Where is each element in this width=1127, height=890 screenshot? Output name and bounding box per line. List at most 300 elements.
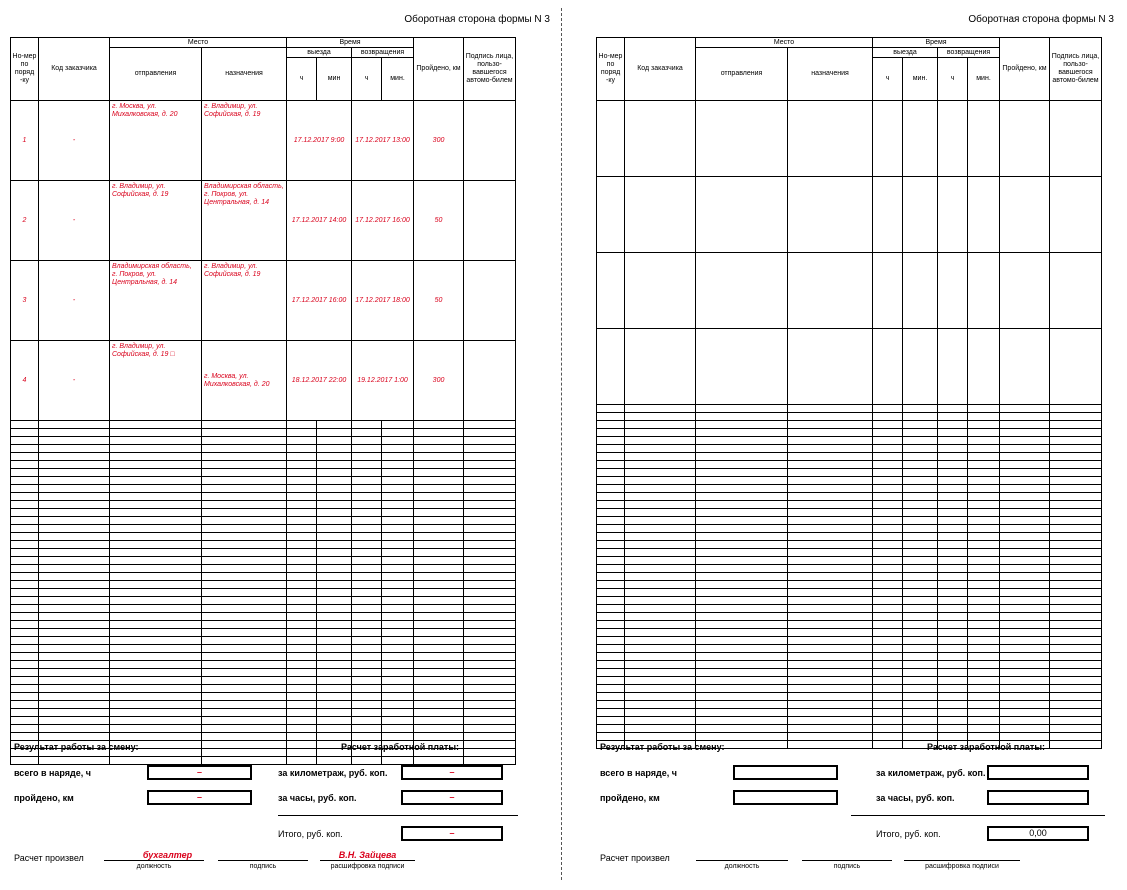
empty-cell bbox=[414, 477, 464, 485]
empty-cell bbox=[414, 589, 464, 597]
empty-cell bbox=[287, 485, 317, 493]
empty-cell bbox=[968, 437, 1000, 445]
empty-cell bbox=[317, 677, 352, 685]
empty-cell bbox=[110, 445, 202, 453]
empty-cell bbox=[903, 541, 938, 549]
col-minutes-header: мин. bbox=[968, 58, 1000, 101]
empty-cell bbox=[382, 637, 414, 645]
empty-cell bbox=[317, 717, 352, 725]
empty-cell bbox=[464, 525, 516, 533]
empty-cell bbox=[968, 629, 1000, 637]
empty-row bbox=[11, 621, 516, 629]
empty-cell bbox=[597, 461, 625, 469]
empty-cell bbox=[1050, 565, 1102, 573]
empty-cell bbox=[903, 329, 938, 405]
empty-cell bbox=[317, 541, 352, 549]
empty-cell bbox=[414, 445, 464, 453]
empty-row bbox=[597, 709, 1102, 717]
empty-cell bbox=[968, 621, 1000, 629]
empty-row bbox=[11, 461, 516, 469]
empty-row bbox=[597, 501, 1102, 509]
empty-cell bbox=[1050, 717, 1102, 725]
empty-cell bbox=[11, 677, 39, 685]
empty-cell bbox=[352, 621, 382, 629]
row-number: 2 bbox=[11, 181, 39, 261]
empty-cell bbox=[1050, 581, 1102, 589]
empty-cell bbox=[1000, 597, 1050, 605]
empty-cell bbox=[938, 709, 968, 717]
empty-cell bbox=[287, 701, 317, 709]
empty-cell bbox=[414, 653, 464, 661]
empty-cell bbox=[938, 589, 968, 597]
empty-cell bbox=[464, 661, 516, 669]
empty-cell bbox=[625, 509, 696, 517]
empty-cell bbox=[11, 637, 39, 645]
empty-cell bbox=[597, 605, 625, 613]
empty-cell bbox=[11, 669, 39, 677]
destination-place: Владимирская область, г. Покров, ул. Центральная, д. 14 bbox=[202, 181, 287, 261]
empty-cell bbox=[696, 253, 788, 329]
empty-cell bbox=[968, 445, 1000, 453]
exit-time: 18.12.2017 22:00 bbox=[287, 341, 352, 421]
empty-cell bbox=[39, 453, 110, 461]
empty-cell bbox=[968, 589, 1000, 597]
trip-row bbox=[11, 181, 516, 261]
empty-cell bbox=[11, 725, 39, 733]
empty-cell bbox=[414, 693, 464, 701]
empty-cell bbox=[11, 525, 39, 533]
empty-cell bbox=[788, 421, 873, 429]
distance-value: 50 bbox=[414, 181, 464, 261]
empty-cell bbox=[1050, 573, 1102, 581]
empty-cell bbox=[110, 477, 202, 485]
form-title: Оборотная сторона формы N 3 bbox=[968, 14, 1114, 25]
empty-cell bbox=[1050, 645, 1102, 653]
empty-cell bbox=[11, 557, 39, 565]
empty-cell bbox=[597, 405, 625, 413]
empty-cell bbox=[287, 709, 317, 717]
total-separator bbox=[278, 815, 518, 816]
empty-cell bbox=[873, 661, 903, 669]
empty-cell bbox=[382, 485, 414, 493]
empty-cell bbox=[110, 685, 202, 693]
empty-row bbox=[11, 589, 516, 597]
empty-cell bbox=[414, 757, 464, 765]
empty-cell bbox=[464, 613, 516, 621]
empty-cell bbox=[1050, 621, 1102, 629]
empty-cell bbox=[39, 429, 110, 437]
empty-cell bbox=[464, 445, 516, 453]
empty-cell bbox=[625, 549, 696, 557]
hours-pay-box: – bbox=[401, 790, 503, 805]
empty-row bbox=[11, 613, 516, 621]
empty-cell bbox=[625, 733, 696, 741]
empty-cell bbox=[202, 605, 287, 613]
empty-cell bbox=[1050, 405, 1102, 413]
empty-cell bbox=[903, 589, 938, 597]
empty-cell bbox=[352, 717, 382, 725]
empty-cell bbox=[11, 493, 39, 501]
empty-cell bbox=[352, 533, 382, 541]
empty-cell bbox=[464, 741, 516, 749]
empty-cell bbox=[903, 677, 938, 685]
empty-cell bbox=[39, 485, 110, 493]
empty-row bbox=[11, 757, 516, 765]
empty-cell bbox=[873, 413, 903, 421]
empty-cell bbox=[1000, 661, 1050, 669]
empty-cell bbox=[110, 509, 202, 517]
empty-cell bbox=[39, 653, 110, 661]
empty-cell bbox=[352, 445, 382, 453]
empty-cell bbox=[11, 453, 39, 461]
empty-cell bbox=[1050, 253, 1102, 329]
total-separator bbox=[851, 815, 1105, 816]
empty-cell bbox=[352, 509, 382, 517]
empty-cell bbox=[414, 597, 464, 605]
empty-cell bbox=[39, 469, 110, 477]
empty-cell bbox=[382, 437, 414, 445]
empty-cell bbox=[414, 621, 464, 629]
empty-cell bbox=[938, 557, 968, 565]
empty-cell bbox=[625, 469, 696, 477]
empty-cell bbox=[39, 541, 110, 549]
empty-cell bbox=[464, 429, 516, 437]
empty-cell bbox=[39, 533, 110, 541]
empty-cell bbox=[597, 485, 625, 493]
empty-cell bbox=[938, 605, 968, 613]
empty-cell bbox=[1000, 421, 1050, 429]
empty-cell bbox=[788, 177, 873, 253]
empty-cell bbox=[696, 437, 788, 445]
empty-cell bbox=[873, 253, 903, 329]
empty-cell bbox=[696, 725, 788, 733]
empty-cell bbox=[696, 693, 788, 701]
empty-cell bbox=[1000, 605, 1050, 613]
empty-cell bbox=[597, 661, 625, 669]
empty-cell bbox=[414, 637, 464, 645]
empty-row bbox=[11, 597, 516, 605]
empty-cell bbox=[873, 445, 903, 453]
signature-cell bbox=[464, 101, 516, 181]
empty-cell bbox=[110, 421, 202, 429]
empty-cell bbox=[39, 501, 110, 509]
empty-cell bbox=[625, 533, 696, 541]
total-label: Итого, руб. коп. bbox=[278, 829, 343, 839]
empty-cell bbox=[1050, 501, 1102, 509]
empty-cell bbox=[414, 573, 464, 581]
trip-row bbox=[597, 101, 1102, 177]
empty-cell bbox=[11, 653, 39, 661]
empty-cell bbox=[625, 541, 696, 549]
empty-cell bbox=[938, 541, 968, 549]
empty-cell bbox=[1000, 621, 1050, 629]
empty-cell bbox=[788, 741, 873, 749]
empty-cell bbox=[938, 549, 968, 557]
empty-cell bbox=[317, 445, 352, 453]
trip-row bbox=[11, 101, 516, 181]
empty-cell bbox=[414, 605, 464, 613]
empty-cell bbox=[873, 485, 903, 493]
empty-cell bbox=[903, 421, 938, 429]
decoding-line bbox=[320, 860, 415, 861]
empty-cell bbox=[317, 637, 352, 645]
empty-cell bbox=[202, 629, 287, 637]
empty-row bbox=[597, 661, 1102, 669]
empty-cell bbox=[938, 645, 968, 653]
empty-cell bbox=[464, 757, 516, 765]
empty-cell bbox=[317, 429, 352, 437]
empty-cell bbox=[873, 653, 903, 661]
empty-cell bbox=[414, 629, 464, 637]
empty-cell bbox=[110, 717, 202, 725]
hours-pay-label: за часы, руб. коп. bbox=[278, 793, 357, 803]
empty-cell bbox=[597, 525, 625, 533]
empty-cell bbox=[202, 573, 287, 581]
empty-cell bbox=[968, 613, 1000, 621]
empty-cell bbox=[696, 717, 788, 725]
empty-cell bbox=[873, 709, 903, 717]
empty-row bbox=[11, 605, 516, 613]
signature-cell bbox=[464, 341, 516, 421]
empty-cell bbox=[382, 581, 414, 589]
empty-cell bbox=[1000, 469, 1050, 477]
empty-cell bbox=[317, 629, 352, 637]
empty-cell bbox=[788, 709, 873, 717]
empty-cell bbox=[202, 517, 287, 525]
empty-cell bbox=[597, 637, 625, 645]
empty-cell bbox=[873, 613, 903, 621]
empty-cell bbox=[788, 733, 873, 741]
empty-cell bbox=[1000, 541, 1050, 549]
empty-cell bbox=[110, 669, 202, 677]
empty-cell bbox=[938, 429, 968, 437]
empty-cell bbox=[597, 645, 625, 653]
empty-cell bbox=[464, 493, 516, 501]
empty-cell bbox=[903, 685, 938, 693]
empty-cell bbox=[903, 581, 938, 589]
empty-cell bbox=[873, 573, 903, 581]
empty-row bbox=[11, 541, 516, 549]
empty-cell bbox=[625, 621, 696, 629]
empty-cell bbox=[202, 533, 287, 541]
empty-cell bbox=[873, 629, 903, 637]
empty-cell bbox=[1000, 501, 1050, 509]
empty-cell bbox=[1050, 637, 1102, 645]
empty-row bbox=[11, 661, 516, 669]
empty-cell bbox=[287, 605, 317, 613]
empty-cell bbox=[1050, 741, 1102, 749]
empty-cell bbox=[39, 581, 110, 589]
empty-row bbox=[597, 589, 1102, 597]
empty-cell bbox=[464, 589, 516, 597]
empty-cell bbox=[597, 701, 625, 709]
empty-cell bbox=[11, 693, 39, 701]
exit-time: 17.12.2017 9:00 bbox=[287, 101, 352, 181]
empty-cell bbox=[382, 757, 414, 765]
empty-cell bbox=[597, 101, 625, 177]
empty-cell bbox=[464, 509, 516, 517]
empty-cell bbox=[110, 757, 202, 765]
trip-row bbox=[11, 341, 516, 421]
empty-cell bbox=[110, 653, 202, 661]
empty-row bbox=[11, 629, 516, 637]
empty-cell bbox=[382, 509, 414, 517]
empty-cell bbox=[287, 741, 317, 749]
empty-cell bbox=[903, 493, 938, 501]
empty-cell bbox=[39, 565, 110, 573]
empty-cell bbox=[287, 525, 317, 533]
empty-cell bbox=[1000, 733, 1050, 741]
empty-cell bbox=[903, 517, 938, 525]
empty-cell bbox=[464, 621, 516, 629]
empty-cell bbox=[1050, 453, 1102, 461]
customer-code: - bbox=[39, 181, 110, 261]
empty-cell bbox=[625, 501, 696, 509]
empty-cell bbox=[788, 533, 873, 541]
empty-cell bbox=[696, 589, 788, 597]
empty-cell bbox=[110, 429, 202, 437]
empty-cell bbox=[1000, 477, 1050, 485]
empty-cell bbox=[696, 445, 788, 453]
empty-cell bbox=[903, 605, 938, 613]
col-exit-header: выезда bbox=[873, 48, 938, 58]
empty-cell bbox=[696, 709, 788, 717]
col-num-header: Но-мер по поряд -ку bbox=[11, 38, 39, 101]
signature-line bbox=[802, 860, 892, 861]
empty-cell bbox=[464, 605, 516, 613]
empty-cell bbox=[903, 549, 938, 557]
empty-cell bbox=[464, 573, 516, 581]
empty-cell bbox=[696, 477, 788, 485]
empty-cell bbox=[382, 453, 414, 461]
empty-cell bbox=[464, 469, 516, 477]
empty-cell bbox=[317, 525, 352, 533]
trip-row bbox=[11, 261, 516, 341]
empty-cell bbox=[968, 669, 1000, 677]
empty-cell bbox=[382, 469, 414, 477]
empty-cell bbox=[625, 253, 696, 329]
signature-cell bbox=[464, 181, 516, 261]
empty-cell bbox=[903, 669, 938, 677]
empty-cell bbox=[788, 725, 873, 733]
empty-cell bbox=[39, 573, 110, 581]
empty-cell bbox=[788, 605, 873, 613]
empty-row bbox=[11, 725, 516, 733]
empty-cell bbox=[352, 685, 382, 693]
empty-cell bbox=[597, 177, 625, 253]
empty-cell bbox=[352, 725, 382, 733]
empty-cell bbox=[938, 413, 968, 421]
empty-cell bbox=[1000, 557, 1050, 565]
empty-cell bbox=[873, 549, 903, 557]
empty-cell bbox=[287, 437, 317, 445]
form-page-blank bbox=[596, 0, 1127, 890]
empty-cell bbox=[202, 661, 287, 669]
empty-cell bbox=[625, 461, 696, 469]
empty-cell bbox=[11, 733, 39, 741]
empty-cell bbox=[873, 637, 903, 645]
result-heading: Результат работы за смену: bbox=[14, 742, 139, 752]
empty-cell bbox=[968, 709, 1000, 717]
empty-cell bbox=[625, 653, 696, 661]
empty-cell bbox=[382, 661, 414, 669]
empty-cell bbox=[414, 669, 464, 677]
destination-place: г. Владимир, ул. Софийская, д. 19 bbox=[202, 101, 287, 181]
col-minutes-header: мин bbox=[317, 58, 352, 101]
empty-cell bbox=[625, 445, 696, 453]
empty-cell bbox=[938, 469, 968, 477]
empty-cell bbox=[968, 661, 1000, 669]
empty-cell bbox=[903, 101, 938, 177]
empty-cell bbox=[873, 525, 903, 533]
empty-cell bbox=[968, 101, 1000, 177]
empty-cell bbox=[11, 565, 39, 573]
empty-cell bbox=[938, 677, 968, 685]
empty-cell bbox=[788, 629, 873, 637]
empty-cell bbox=[464, 749, 516, 757]
empty-cell bbox=[625, 405, 696, 413]
empty-cell bbox=[873, 645, 903, 653]
empty-cell bbox=[903, 437, 938, 445]
empty-cell bbox=[110, 677, 202, 685]
empty-cell bbox=[625, 661, 696, 669]
col-destination-header: назначения bbox=[788, 48, 873, 101]
empty-cell bbox=[696, 101, 788, 177]
empty-row bbox=[11, 637, 516, 645]
empty-cell bbox=[1050, 177, 1102, 253]
empty-cell bbox=[464, 717, 516, 725]
empty-cell bbox=[110, 701, 202, 709]
empty-cell bbox=[464, 725, 516, 733]
empty-cell bbox=[11, 645, 39, 653]
empty-cell bbox=[1050, 509, 1102, 517]
empty-cell bbox=[1050, 429, 1102, 437]
empty-cell bbox=[287, 421, 317, 429]
empty-cell bbox=[287, 589, 317, 597]
col-return-header: возвращения bbox=[352, 48, 414, 58]
empty-cell bbox=[968, 469, 1000, 477]
empty-cell bbox=[202, 445, 287, 453]
empty-cell bbox=[903, 573, 938, 581]
empty-cell bbox=[110, 461, 202, 469]
signature-line bbox=[218, 860, 308, 861]
empty-cell bbox=[382, 693, 414, 701]
empty-cell bbox=[110, 589, 202, 597]
empty-cell bbox=[938, 329, 968, 405]
empty-cell bbox=[202, 509, 287, 517]
empty-cell bbox=[39, 661, 110, 669]
name-value: В.Н. Зайцева bbox=[338, 850, 397, 860]
empty-cell bbox=[696, 469, 788, 477]
empty-cell bbox=[873, 597, 903, 605]
empty-cell bbox=[352, 573, 382, 581]
empty-cell bbox=[597, 613, 625, 621]
empty-row bbox=[11, 501, 516, 509]
empty-cell bbox=[788, 329, 873, 405]
empty-cell bbox=[597, 541, 625, 549]
empty-cell bbox=[968, 509, 1000, 517]
empty-cell bbox=[287, 637, 317, 645]
empty-cell bbox=[464, 485, 516, 493]
empty-cell bbox=[903, 629, 938, 637]
col-exit-header: выезда bbox=[287, 48, 352, 58]
empty-cell bbox=[1050, 589, 1102, 597]
empty-cell bbox=[903, 693, 938, 701]
empty-cell bbox=[903, 597, 938, 605]
empty-cell bbox=[39, 461, 110, 469]
empty-cell bbox=[202, 437, 287, 445]
row-number: 4 bbox=[11, 341, 39, 421]
